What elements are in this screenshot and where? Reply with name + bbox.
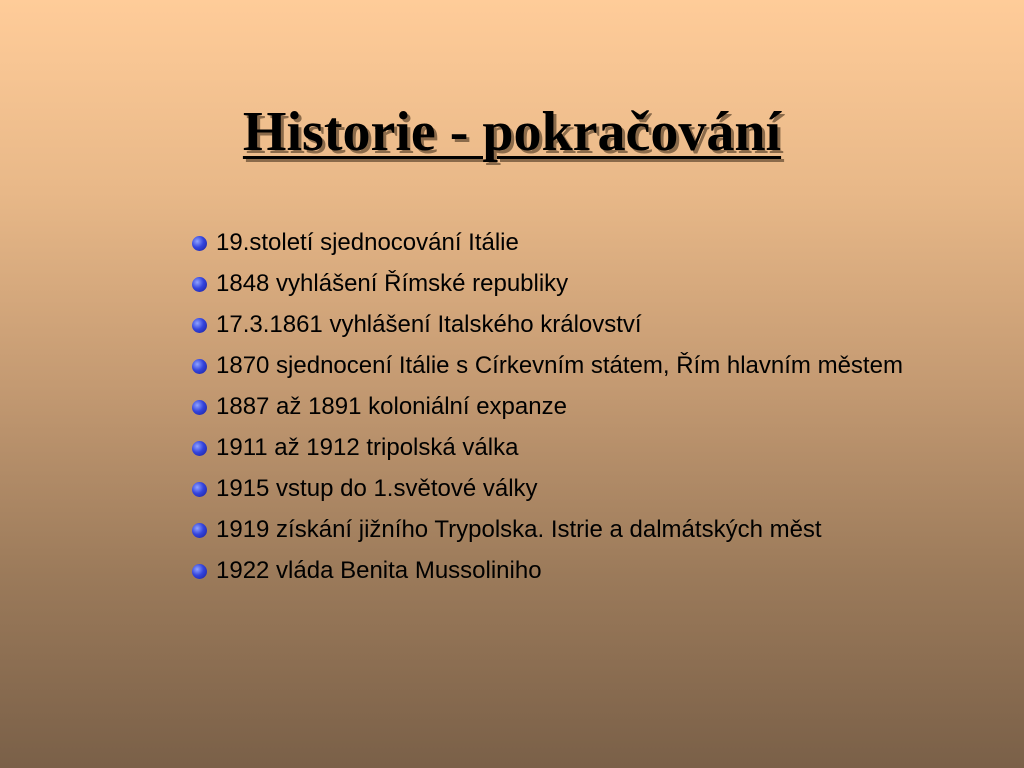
bullet-icon	[192, 400, 207, 415]
bullet-icon	[192, 564, 207, 579]
list-item	[188, 390, 978, 424]
bullet-icon	[192, 523, 207, 538]
list-item-text: 1870 sjednocení Itálie s Církevním státem, Řím hlavním městem	[216, 352, 903, 379]
bullet-icon	[192, 318, 207, 333]
bullet-list	[188, 226, 978, 595]
list-item-text: 19.století sjednocování Itálie	[216, 229, 519, 256]
list-item	[188, 554, 978, 588]
list-item-text: 1848 vyhlášení Římské republiky	[216, 270, 569, 297]
list-item-text: 17.3.1861 vyhlášení Italského království	[216, 311, 642, 338]
list-item	[188, 472, 978, 506]
list-item-text: 1911 až 1912 tripolská válka	[216, 434, 519, 461]
list-item	[188, 267, 978, 301]
bullet-icon	[192, 359, 207, 374]
list-item	[188, 226, 978, 260]
slide-title: Historie - pokračování	[242, 101, 782, 163]
list-item	[188, 308, 978, 342]
list-item-text: 1922 vláda Benita Mussoliniho	[216, 557, 542, 584]
bullet-icon	[192, 441, 207, 456]
bullet-icon	[192, 236, 207, 251]
list-item-text: 1919 získání jižního Trypolska. Istrie a dalmátských měst	[216, 516, 822, 543]
bullet-icon	[192, 482, 207, 497]
bullet-icon	[192, 277, 207, 292]
list-item	[188, 431, 978, 465]
list-item-text: 1887 až 1891 koloniální expanze	[216, 393, 567, 420]
list-item	[188, 513, 978, 547]
list-item-text: 1915 vstup do 1.světové války	[216, 475, 538, 502]
list-item	[188, 349, 978, 383]
